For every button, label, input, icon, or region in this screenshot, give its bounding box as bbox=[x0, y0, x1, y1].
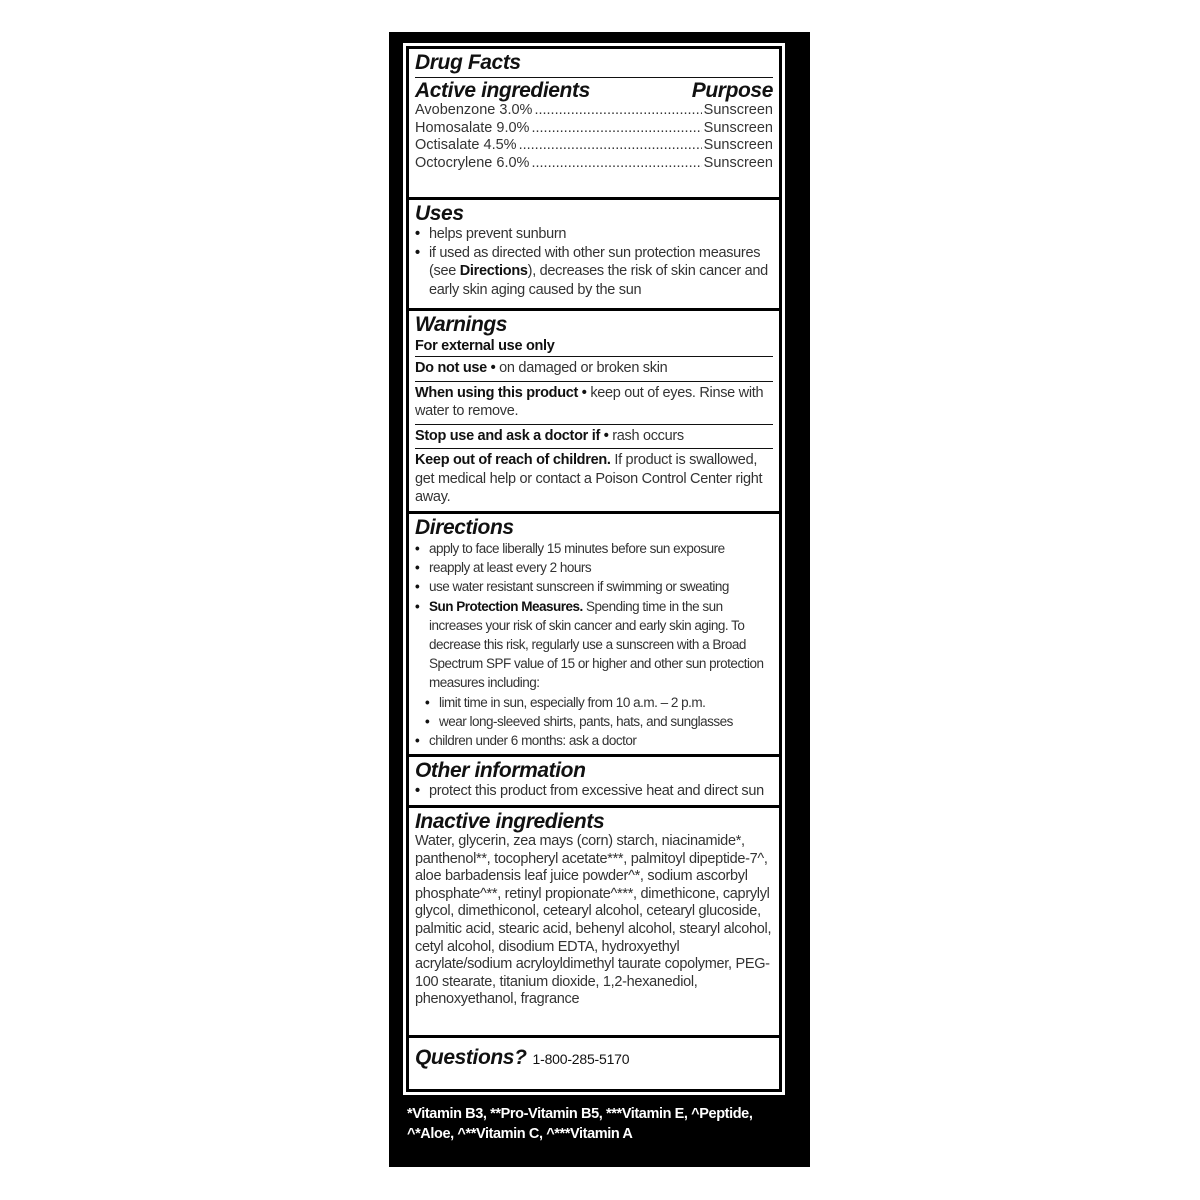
do-not-use-text: on damaged or broken skin bbox=[499, 360, 668, 376]
purpose-heading: Purpose bbox=[691, 79, 773, 102]
directions-section bbox=[409, 514, 779, 754]
directions-item bbox=[415, 597, 773, 693]
directions-subitem: • wear long-sleeved shirts, pants, hats, and sunglasses bbox=[415, 712, 773, 731]
directions-item: • children under 6 months: ask a doctor bbox=[415, 731, 773, 750]
directions-title: Directions bbox=[415, 516, 514, 539]
active-ingredient-name: Octisalate 4.5% bbox=[415, 137, 517, 153]
other-information-item: • protect this product from excessive heat and direct sun bbox=[415, 782, 773, 801]
do-not-use-row: Do not use • on damaged or broken skin bbox=[415, 356, 773, 381]
active-ingredient-row bbox=[415, 102, 773, 120]
keep-out-label: Keep out of reach of children. bbox=[415, 452, 611, 468]
inactive-ingredients-section bbox=[409, 808, 779, 1035]
sun-protection-label: Sun Protection Measures. bbox=[429, 598, 583, 614]
stop-use-text: rash occurs bbox=[612, 427, 684, 444]
warnings-section bbox=[409, 311, 779, 511]
directions-item: • apply to face liberally 15 minutes before sun exposure bbox=[415, 539, 773, 558]
active-ingredient-name: Homosalate 9.0% bbox=[415, 119, 530, 136]
active-ingredient-row bbox=[415, 155, 773, 173]
uses-section bbox=[409, 200, 779, 308]
active-ingredients-header bbox=[415, 77, 773, 102]
directions-item: • use water resistant sunscreen if swimming or sweating bbox=[415, 577, 773, 596]
warnings-title: Warnings bbox=[415, 313, 508, 336]
leader-dots bbox=[531, 155, 701, 173]
phone-number: 1-800-285-5170 bbox=[532, 1051, 630, 1067]
active-ingredient-purpose: Sunscreen bbox=[703, 119, 773, 136]
keep-out-row bbox=[415, 448, 773, 510]
directions-item: • reapply at least every 2 hours bbox=[415, 558, 773, 577]
questions-row bbox=[415, 1046, 773, 1069]
keep-out-text: If product is swallowed, get medical help or contact a Poison Control Center right away. bbox=[415, 452, 763, 505]
questions-section bbox=[409, 1038, 779, 1089]
when-using-text: keep out of eyes. Rinse with water to remove. bbox=[415, 384, 764, 419]
active-ingredients-section bbox=[409, 49, 779, 197]
questions-title: Questions? bbox=[415, 1046, 527, 1069]
do-not-use-label: Do not use bbox=[415, 360, 487, 376]
leader-dots bbox=[519, 137, 702, 155]
active-ingredient-purpose: Sunscreen bbox=[703, 137, 773, 153]
package-panel bbox=[389, 32, 810, 1167]
other-information-section bbox=[409, 757, 779, 805]
leader-dots bbox=[531, 120, 701, 138]
stop-use-row: Stop use and ask a doctor if • rash occurs bbox=[415, 424, 773, 449]
uses-item bbox=[415, 244, 773, 300]
inactive-ingredients-title: Inactive ingredients bbox=[415, 810, 605, 833]
directions-reference: Directions bbox=[459, 263, 528, 279]
other-information-title: Other information bbox=[415, 759, 586, 782]
vitamin-footnote: *Vitamin B3, **Pro-Vitamin B5, ***Vitamin E, ^Peptide, ^*Aloe, ^**Vitamin C, ^***Vitamin A bbox=[407, 1106, 753, 1142]
uses-item: • helps prevent sunburn bbox=[415, 225, 773, 244]
drug-facts-title: Drug Facts bbox=[415, 51, 521, 74]
sun-protection-text: Spending time in the sun increases your risk of skin cancer and early skin aging. To decrease this risk, regularly use a sunscreen with a Broad Spectrum SPF value of 15 or higher and other sun protection measures including: bbox=[429, 598, 764, 691]
directions-subitem: • limit time in sun, especially from 10 a.m. – 2 p.m. bbox=[415, 693, 773, 712]
when-using-label: When using this product bbox=[415, 384, 579, 401]
when-using-row: When using this product • keep out of eyes. Rinse with water to remove. bbox=[415, 381, 773, 424]
uses-text: ), decreases the risk of skin cancer and early skin aging caused by the sun bbox=[429, 263, 768, 298]
inactive-ingredients-text: Water, glycerin, zea mays (corn) starch, niacinamide*, panthenol**, tocopheryl acetate***, palmitoyl dipeptide-7^, aloe barbadensis leaf juice powder^*, sodium ascorbyl phosphate^**, retinyl propionate^***, dimethicone, caprylyl glycol, dimethiconol, cetearyl alcohol, cetearyl glucoside, palmitic acid, stearic acid, behenyl alcohol, stearyl alcohol, cetyl alcohol, disodium EDTA, hydroxyethyl acrylate/sodium acryloyldimethyl taurate copolymer, PEG-100 stearate, titanium dioxide, 1,2-hexanediol, phenoxyethanol, fragrance bbox=[415, 833, 772, 1008]
leader-dots bbox=[534, 102, 701, 120]
active-ingredient-purpose: Sunscreen bbox=[703, 154, 773, 171]
uses-text: if used as directed with other sun protection measures (see bbox=[429, 244, 761, 279]
active-ingredient-row bbox=[415, 120, 773, 138]
active-ingredient-name: Avobenzone 3.0% bbox=[415, 102, 533, 118]
active-ingredient-name: Octocrylene 6.0% bbox=[415, 154, 530, 171]
stop-use-label: Stop use and ask a doctor if bbox=[415, 427, 600, 444]
uses-title: Uses bbox=[415, 202, 464, 225]
active-ingredient-row bbox=[415, 137, 773, 155]
external-use-only: For external use only bbox=[415, 338, 555, 354]
active-ingredient-purpose: Sunscreen bbox=[703, 102, 773, 118]
active-ingredients-heading: Active ingredients bbox=[415, 79, 590, 102]
drug-facts-label bbox=[403, 43, 785, 1095]
